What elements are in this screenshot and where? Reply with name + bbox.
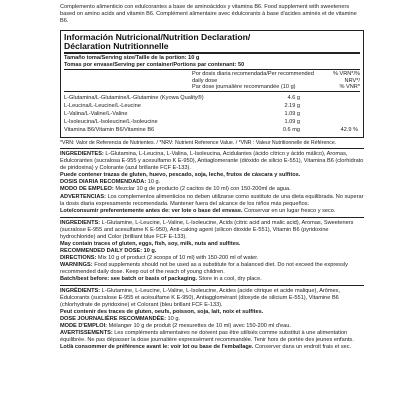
header-nrv bbox=[320, 71, 360, 90]
product-description: Complemento alimenticio con edulcorantes a base de aminoácidos y vitamina B6. Food supplement with sweeteners based on amino acids and vitamin B6. Complément alimentaire avec édulcorants à base d'acides aminés et de vitamine B6. bbox=[60, 4, 357, 25]
nutrient-name: L-Isoleucina/L-Isoleucine/L-Isoleucine bbox=[64, 119, 158, 126]
nutrient-quantity: 1.09 g bbox=[284, 119, 300, 126]
nutrition-title-line2: Déclaration Nutritionnelle bbox=[64, 41, 169, 52]
es-warnings-text: Los complementos alimenticios no deben utilizarse como sustituto de una dieta equilibrada. No superar la dosis diaria expresamente recomendada. Mantener fuera del alcance de los niños más pequeños. bbox=[60, 193, 364, 207]
es-ingredients-label: INGREDIENTES: bbox=[60, 151, 104, 158]
header-nrv-line1: % VRN*/% NRV*/ bbox=[332, 71, 360, 84]
en-storage-text: Store in a cool, dry place. bbox=[197, 276, 262, 283]
en-warnings-label: WARNINGS: bbox=[60, 261, 93, 268]
header-quantity bbox=[192, 71, 320, 90]
section-divider bbox=[60, 285, 364, 286]
es-allergen-traces: Puede contener trazas de gluten, huevo, pescado, soja, leche, frutos de cáscara y sulfitos. bbox=[60, 172, 301, 179]
section-divider bbox=[60, 217, 364, 218]
nutrient-nrv bbox=[300, 94, 358, 102]
french-section bbox=[60, 288, 364, 351]
fr-allergen-traces: Peut contenir des traces de gluten, oeufs, poisson, soja, lait, noix et sulfites. bbox=[60, 309, 264, 316]
nutrient-row bbox=[64, 102, 360, 110]
nrv-footnote: *VRN: Valor de Referencia de Nutrientes. / *NRV: Nutrient Reference Value. / *VNR : Valeur Nutritionnelle de Référence. bbox=[60, 139, 337, 146]
servings-per-container-row bbox=[64, 62, 360, 69]
nutrient-nrv bbox=[300, 102, 358, 110]
servings-value: 50 bbox=[237, 62, 245, 69]
nutrient-name: L-Valina/L-Valine/L-Valine bbox=[64, 111, 128, 118]
nutrient-row bbox=[64, 118, 360, 126]
nutrient-quantity: 0.6 mg bbox=[282, 127, 300, 134]
nutrient-quantity: 2.19 g bbox=[284, 102, 300, 109]
nutrient-quantity: 1.09 g bbox=[284, 111, 300, 118]
nutrient-name: L-Leucina/L-Leucine/L-Leucine bbox=[64, 102, 141, 109]
en-warnings-text: Food supplements should not be used as a substitute for a balanced diet. Do not exceed the expressly recommended daily dose. Keep out of the reach of young children. bbox=[60, 261, 348, 275]
header-quantity-line1: Por dosis diaria recomendada/Per recommended daily dose bbox=[192, 71, 314, 84]
nutrition-panel bbox=[60, 30, 364, 138]
es-lot-label: Lote/consumir preferentemente antes de: ver lote o base del envase. bbox=[60, 207, 243, 214]
es-usage-label: MODO DE EMPLEO: bbox=[60, 186, 114, 193]
fr-warnings-text: Les compléments alimentaires ne doivent pas être utilisés comme substitut à une alimentation équilibrée. Ne pas dépasser la dose journalière expressément recommandée. Tenir hors de portée des jeunes enfants. bbox=[60, 330, 354, 344]
es-storage-text: Conservar en un lugar fresco y seco. bbox=[242, 207, 336, 214]
nutrient-row bbox=[64, 126, 360, 134]
fr-dose-text: 10 g. bbox=[165, 316, 180, 323]
en-dose-label: RECOMMENDED DAILY DOSE: bbox=[60, 247, 143, 254]
en-batch-label: Batch/best before: see batch or basis of packaging. bbox=[60, 276, 198, 283]
nutrient-row bbox=[64, 110, 360, 118]
title-divider bbox=[64, 52, 360, 54]
fr-ingredients-text: L-Glutamine, L-Leucine, L-Valine, L-Isoleucine, Acides (acide citrique et acide malique), Arômes, Édulcorants (sucralose E-955 et acésulfame K E-950), Antiagglomérant (dioxyde de silicium E-551), Vitamine B6 (chlorhydrate de pyridoxine) et Colorant (bleu brillant FCF E-133). bbox=[60, 288, 341, 309]
en-allergen-traces: May contain traces of gluten, eggs, fish, soy, milk, nuts and sulfites. bbox=[60, 240, 241, 247]
en-directions-text: Mix 10 g of product (2 scoops of 10 ml) with 150-200 ml of water. bbox=[96, 254, 259, 261]
header-divider bbox=[64, 91, 360, 92]
serving-size-row bbox=[64, 55, 360, 62]
es-dose-label: DOSIS DIARIA RECOMENDADA: bbox=[60, 179, 147, 186]
es-usage-text: Mezclar 10 g de producto (2 cacitos de 10 ml) con 150-200ml de agua. bbox=[113, 186, 291, 193]
fr-warnings-label: AVERTISSEMENTS: bbox=[60, 330, 113, 337]
fr-usage-text: Mélanger 10 g de produit (2 mesurettes de 10 ml) avec 150-200 ml d'eau. bbox=[107, 323, 291, 330]
nutrient-nrv bbox=[300, 110, 358, 118]
nutrient-name: Vitamina B6/Vitamin B6/Vitamine B6 bbox=[64, 127, 155, 134]
fr-ingredients-label: INGRÉDIENTS: bbox=[60, 288, 101, 295]
nutrition-title-line1: Información Nutricional/Nutrition Declaration/ bbox=[64, 31, 251, 42]
es-warnings-label: ADVERTENCIAS: bbox=[60, 193, 106, 200]
nutrient-name: L-Glutamina/L-Glutamine/L-Glutamine (Kyowa Quality®) bbox=[64, 94, 204, 101]
en-directions-label: DIRECTIONS: bbox=[60, 254, 97, 261]
serving-size-value: 10 g bbox=[188, 55, 200, 62]
es-dose-text: 10 g. bbox=[146, 179, 161, 186]
en-ingredients-label: INGREDIENTS: bbox=[60, 219, 101, 226]
nutrient-quantity: 4.6 g bbox=[287, 94, 300, 101]
servings-label: Tomas por envase/Serving per container/Portions par contenant: bbox=[64, 62, 237, 69]
fr-dose-label: DOSE JOURNALIÈRE RECOMMANDÉE: bbox=[60, 316, 166, 323]
nutrient-nrv bbox=[300, 118, 358, 126]
serving-divider bbox=[64, 69, 360, 70]
nutrient-row bbox=[64, 94, 360, 102]
es-ingredients-text: L-Glutamina, L-Leucina, L-Valina, L-Isoleucina, Acidulantes (ácido cítrico y ácido málico), Aromas, Edulcorantes (sucralosa E-955 y acesulfamo K E-950), Antiaglomerante (dióxido de silicio E-551), Vitamina B6 (clorhidrato de piridoxina) y Colorante (azul brillante FCF E-133). bbox=[60, 151, 364, 172]
fr-storage-text: Conserver dans un endroit frais et sec. bbox=[253, 344, 352, 351]
fr-lot-label: Lot/à consommer de préférence avant le: voir lot ou base de l'emballage. bbox=[60, 344, 254, 351]
nutrient-rows bbox=[64, 94, 360, 135]
en-dose-text: 10 g. bbox=[142, 247, 157, 254]
en-ingredients-text: L-Glutamine, L-Leucine, L-Valine, L-Isoleucine, Acids (citric acid and malic acid), Aromas, Sweeteners (sucralose E-955 and acesulfame K E-950), Anti-caking agent (silicon dioxide E-551), Vitamin B6 (pyridoxine hydrochloride) and Color (brilliant blue FCF E-133). bbox=[60, 219, 354, 240]
nutrient-nrv: 42.9 % bbox=[340, 127, 358, 134]
table-header bbox=[64, 71, 360, 90]
section-divider bbox=[60, 148, 364, 149]
label-document bbox=[60, 4, 364, 352]
english-section bbox=[60, 220, 364, 283]
header-quantity-line2: Par dose journalière recommandée (10 g) bbox=[192, 84, 296, 91]
serving-size-label: Tamaño toma/Serving size/Taille de la portion: bbox=[64, 55, 187, 62]
fr-usage-label: MODE D'EMPLOI: bbox=[60, 323, 108, 330]
spanish-section bbox=[60, 151, 364, 214]
header-nrv-line2: % VNR* bbox=[339, 84, 360, 91]
